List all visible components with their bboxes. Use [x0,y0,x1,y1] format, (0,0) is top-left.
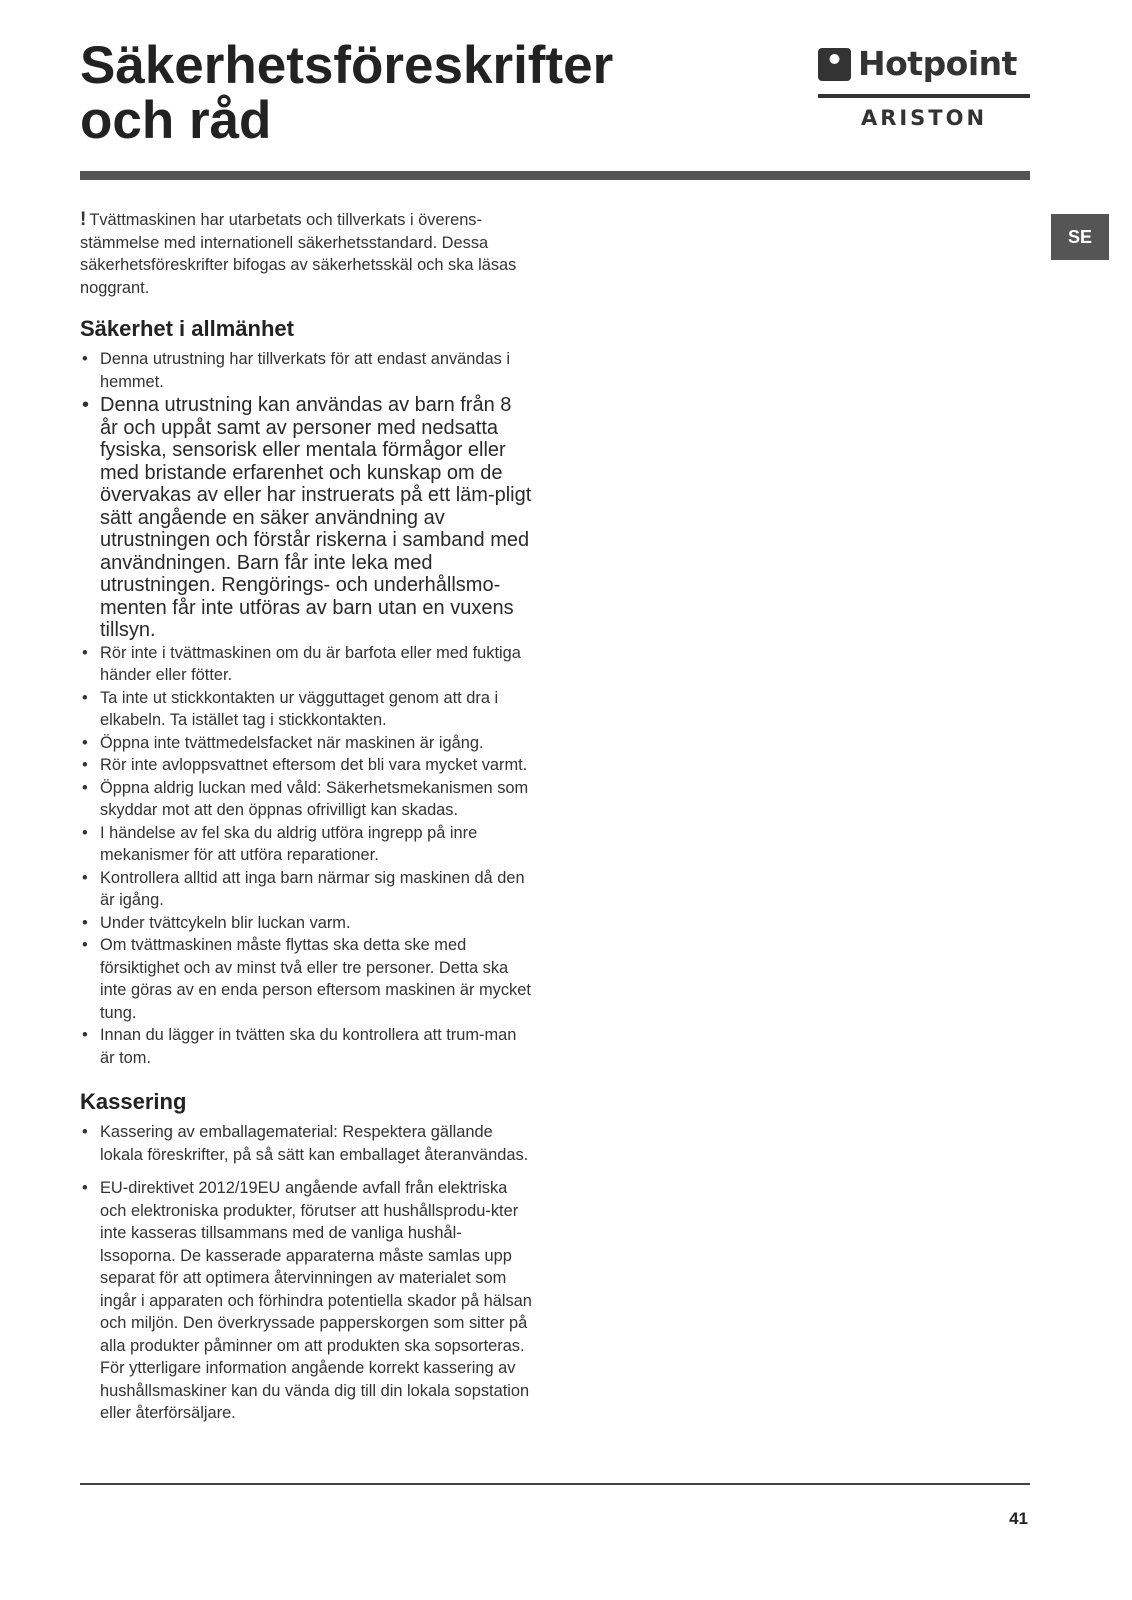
list-item: • Ta inte ut stickkontakten ur vägguttaget genom att dra i elkabeln. Ta istället tag i stickkontakten. [80,687,532,732]
list-item: • Innan du lägger in tvätten ska du kontrollera att trum-man är tom. [80,1024,532,1069]
list-item: • Denna utrustning har tillverkats för att endast användas i hemmet. [80,348,532,393]
list-item: • Kassering av emballagematerial: Respektera gällande lokala föreskrifter, på så sätt kan emballaget återanvändas. [80,1121,532,1166]
intro-paragraph [80,209,532,299]
general-safety-list [80,348,532,1069]
logo-row [818,44,1030,84]
list-item: • Rör inte avloppsvattnet eftersom det bli vara mycket varmt. [80,754,532,777]
hotpoint-mark-icon [818,48,851,81]
page-title-line-2: och råd [80,91,272,150]
intro-text: Tvättmaskinen har utarbetats och tillverkats i överens-stämmelse med internationell säkerhetsstandard. Dessa säkerhetsföreskrifter bifogas av säkerhetsskäl och ska läsas noggrant. [80,211,517,297]
list-item: • Öppna aldrig luckan med våld: Säkerhetsmekanismen som skyddar mot att den öppnas ofrivilligt kan skadas. [80,777,532,822]
list-item: • Under tvättcykeln blir luckan varm. [80,912,532,935]
brand-logo [818,44,1030,134]
logo-sub-brand: ARISTON [860,106,988,130]
list-item: • Rör inte i tvättmaskinen om du är barfota eller med fuktiga händer eller fötter. [80,642,532,687]
page-title [80,38,613,148]
list-item: • Kontrollera alltid att inga barn närmar sig maskinen då den är igång. [80,867,532,912]
section-heading-disposal: Kassering [80,1089,187,1114]
footer-rule [80,1483,1030,1485]
warning-mark: ! [80,209,87,230]
disposal-list [80,1121,532,1425]
page-title-line-1: Säkerhetsföreskrifter [80,36,614,95]
section-heading-general-safety: Säkerhet i allmänhet [80,316,294,341]
list-item: • I händelse av fel ska du aldrig utföra ingrepp på inre mekanismer för att utföra reparationer. [80,822,532,867]
logo-brand-name: Hotpoint [858,44,1017,83]
language-tab: SE [1051,214,1109,260]
main-content [80,209,532,1425]
page-number: 41 [1009,1509,1028,1528]
list-item: • EU-direktivet 2012/19EU angående avfall från elektriska och elektroniska produkter, förutser att hushållsprodu-kter inte kasseras tillsammans med de vanliga hushål-lssoporna. De kasserade apparaterna måste samlas upp separat för att optimera återvinningen av materialet som ingår i apparaten och förhindra potentiella skador på hälsan och miljön. Den överkryssade papperskorgen som sitter på alla produkter påminner om att produkten ska sopsorteras. För ytterligare information angående korrekt kassering av hushållsmaskiner kan du vända dig till din lokala sopstation eller återförsäljare. [80,1177,532,1425]
logo-divider [818,94,1030,98]
list-item: • Denna utrustning kan användas av barn från 8 år och uppåt samt av personer med nedsatta fysiska, sensorisk eller mentala förmågor eller med bristande erfarenhet och kunskap om de övervakas av eller har instruerats på ett läm-pligt sätt angående en säker användning av utrustningen och förstår riskerna i samband med användningen. Barn får inte leka med utrustningen. Rengörings- och underhållsmo-menten får inte utföras av barn utan en vuxens tillsyn. [80,394,532,642]
header-rule [80,171,1030,180]
list-item: • Om tvättmaskinen måste flyttas ska detta ske med försiktighet och av minst två eller tre personer. Detta ska inte göras av en enda person eftersom maskinen är mycket tung. [80,934,532,1024]
list-item: • Öppna inte tvättmedelsfacket när maskinen är igång. [80,732,532,755]
